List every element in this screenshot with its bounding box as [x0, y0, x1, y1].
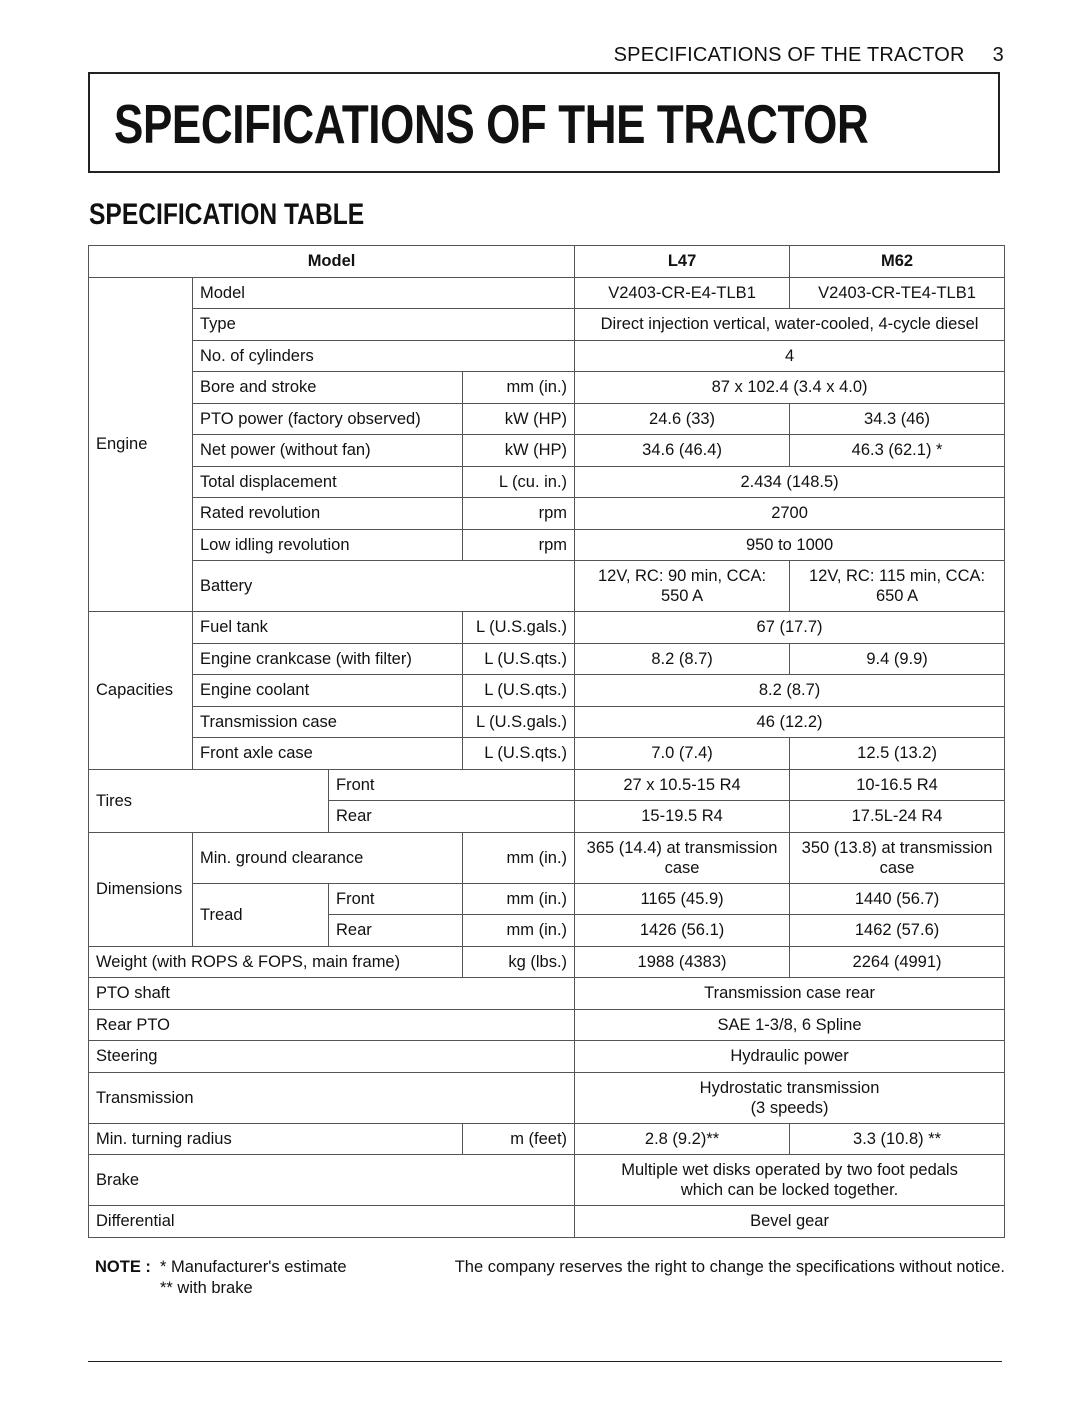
cell-l47: 1426 (56.1)	[575, 915, 790, 947]
note-line-2: ** with brake	[160, 1279, 253, 1297]
row-label: Brake	[89, 1155, 575, 1206]
group-dimensions: Dimensions	[89, 832, 193, 946]
cell-shared: 46 (12.2)	[575, 706, 1005, 738]
row-sublabel: Rear	[329, 915, 463, 947]
cell-m62: 12.5 (13.2)	[790, 738, 1005, 770]
cell-line: 12V, RC: 90 min, CCA:	[597, 567, 767, 585]
cell-shared: 87 x 102.4 (3.4 x 4.0)	[575, 372, 1005, 404]
table-row	[89, 738, 1005, 770]
cell-m62	[790, 832, 1005, 883]
cell-shared	[575, 1072, 1005, 1123]
cell-shared: Bevel gear	[575, 1206, 1005, 1238]
table-header-row	[89, 246, 1005, 278]
disclaimer: The company reserves the right to change the specifications without notice.	[454, 1258, 1005, 1276]
table-row	[89, 1155, 1005, 1206]
table-row	[89, 946, 1005, 978]
row-unit: m (feet)	[463, 1123, 575, 1155]
row-label: Min. ground clearance	[193, 832, 463, 883]
row-unit: L (U.S.gals.)	[463, 706, 575, 738]
cell-m62: V2403-CR-TE4-TLB1	[790, 277, 1005, 309]
cell-shared: 2700	[575, 498, 1005, 530]
table-row	[89, 309, 1005, 341]
row-label: Fuel tank	[193, 612, 463, 644]
group-tires: Tires	[89, 769, 329, 832]
cell-line: Multiple wet disks operated by two foot pedals	[621, 1161, 958, 1179]
table-row	[89, 529, 1005, 561]
table-row	[89, 403, 1005, 435]
row-label: Low idling revolution	[193, 529, 463, 561]
table-row	[89, 340, 1005, 372]
cell-l47: 1988 (4383)	[575, 946, 790, 978]
cell-shared	[575, 1155, 1005, 1206]
row-label: Front	[329, 769, 575, 801]
cell-shared: 8.2 (8.7)	[575, 675, 1005, 707]
table-row	[89, 372, 1005, 404]
cell-line: 650 A	[875, 587, 919, 605]
row-label: Transmission	[89, 1072, 575, 1123]
cell-m62: 2264 (4991)	[790, 946, 1005, 978]
cell-l47	[575, 832, 790, 883]
cell-l47: V2403-CR-E4-TLB1	[575, 277, 790, 309]
row-label: Steering	[89, 1041, 575, 1073]
table-row	[89, 1123, 1005, 1155]
cell-shared: 2.434 (148.5)	[575, 466, 1005, 498]
title-box	[88, 72, 1000, 173]
running-title: SPECIFICATIONS OF THE TRACTOR	[613, 43, 965, 66]
row-label: Type	[193, 309, 575, 341]
row-label-tread: Tread	[193, 883, 329, 946]
cell-shared: SAE 1-3/8, 6 Spline	[575, 1009, 1005, 1041]
row-label: Net power (without fan)	[193, 435, 463, 467]
row-label: Transmission case	[193, 706, 463, 738]
table-row	[89, 978, 1005, 1010]
row-label: Rear	[329, 801, 575, 833]
page-number: 3	[992, 43, 1004, 66]
row-unit: kW (HP)	[463, 435, 575, 467]
row-unit: L (cu. in.)	[463, 466, 575, 498]
cell-m62	[790, 561, 1005, 612]
table-row	[89, 277, 1005, 309]
running-header	[600, 42, 1004, 68]
cell-m62: 10-16.5 R4	[790, 769, 1005, 801]
row-unit: L (U.S.qts.)	[463, 738, 575, 770]
cell-shared: 4	[575, 340, 1005, 372]
section-title: SPECIFICATION TABLE	[89, 198, 365, 231]
cell-shared: Hydraulic power	[575, 1041, 1005, 1073]
cell-l47: 1165 (45.9)	[575, 883, 790, 915]
table-row	[89, 561, 1005, 612]
table-row	[89, 643, 1005, 675]
row-unit: L (U.S.qts.)	[463, 643, 575, 675]
cell-l47: 34.6 (46.4)	[575, 435, 790, 467]
table-row	[89, 1041, 1005, 1073]
row-label: Rated revolution	[193, 498, 463, 530]
header-model: Model	[89, 246, 575, 278]
cell-l47: 27 x 10.5-15 R4	[575, 769, 790, 801]
row-label: Engine crankcase (with filter)	[193, 643, 463, 675]
row-label: Weight (with ROPS & FOPS, main frame)	[89, 946, 463, 978]
row-unit: rpm	[463, 529, 575, 561]
cell-m62: 46.3 (62.1) *	[790, 435, 1005, 467]
cell-line: (3 speeds)	[750, 1098, 829, 1117]
cell-l47: 2.8 (9.2)**	[575, 1123, 790, 1155]
cell-m62: 1462 (57.6)	[790, 915, 1005, 947]
group-engine: Engine	[89, 277, 193, 612]
table-row	[89, 706, 1005, 738]
row-label: Bore and stroke	[193, 372, 463, 404]
cell-m62: 3.3 (10.8) **	[790, 1123, 1005, 1155]
cell-line: which can be locked together.	[680, 1181, 899, 1199]
row-label: Engine coolant	[193, 675, 463, 707]
cell-line: Hydrostatic transmission	[699, 1078, 880, 1097]
row-label: PTO shaft	[89, 978, 575, 1010]
note-line-1: * Manufacturer's estimate	[160, 1258, 347, 1276]
group-capacities: Capacities	[89, 612, 193, 770]
row-label: Battery	[193, 561, 575, 612]
page-title: SPECIFICATIONS OF THE TRACTOR	[114, 93, 869, 155]
row-label: Total displacement	[193, 466, 463, 498]
row-sublabel: Front	[329, 883, 463, 915]
table-row	[89, 435, 1005, 467]
row-unit: rpm	[463, 498, 575, 530]
cell-line: 365 (14.4) at transmission	[586, 838, 778, 857]
cell-line: case	[879, 858, 915, 877]
table-row	[89, 832, 1005, 883]
cell-shared: 950 to 1000	[575, 529, 1005, 561]
row-label: Differential	[89, 1206, 575, 1238]
cell-l47: 8.2 (8.7)	[575, 643, 790, 675]
cell-shared: Transmission case rear	[575, 978, 1005, 1010]
row-label: Front axle case	[193, 738, 463, 770]
cell-l47: 24.6 (33)	[575, 403, 790, 435]
cell-l47: 7.0 (7.4)	[575, 738, 790, 770]
table-row	[89, 769, 1005, 801]
row-unit: mm (in.)	[463, 832, 575, 883]
row-label: Rear PTO	[89, 1009, 575, 1041]
table-row	[89, 1206, 1005, 1238]
row-label: Model	[193, 277, 575, 309]
note-label: NOTE :	[95, 1258, 151, 1276]
cell-line: 550 A	[660, 587, 704, 605]
cell-m62: 34.3 (46)	[790, 403, 1005, 435]
header-l47: L47	[575, 246, 790, 278]
table-row	[89, 498, 1005, 530]
cell-m62: 9.4 (9.9)	[790, 643, 1005, 675]
specification-table	[88, 245, 1005, 1238]
table-row	[89, 612, 1005, 644]
row-unit: kg (lbs.)	[463, 946, 575, 978]
cell-shared: Direct injection vertical, water-cooled, 4-cycle diesel	[575, 309, 1005, 341]
table-row	[89, 1072, 1005, 1123]
cell-m62: 17.5L-24 R4	[790, 801, 1005, 833]
row-label: Min. turning radius	[89, 1123, 463, 1155]
row-unit: mm (in.)	[463, 883, 575, 915]
cell-l47: 15-19.5 R4	[575, 801, 790, 833]
row-unit: mm (in.)	[463, 372, 575, 404]
table-row	[89, 1009, 1005, 1041]
row-unit: L (U.S.gals.)	[463, 612, 575, 644]
cell-shared: 67 (17.7)	[575, 612, 1005, 644]
row-unit: L (U.S.qts.)	[463, 675, 575, 707]
footer-rule	[88, 1361, 1002, 1362]
table-row	[89, 883, 1005, 915]
cell-l47	[575, 561, 790, 612]
cell-m62: 1440 (56.7)	[790, 883, 1005, 915]
row-unit: kW (HP)	[463, 403, 575, 435]
table-row	[89, 466, 1005, 498]
cell-line: case	[664, 858, 700, 877]
cell-line: 12V, RC: 115 min, CCA:	[809, 567, 986, 585]
row-label: No. of cylinders	[193, 340, 575, 372]
table-row	[89, 675, 1005, 707]
row-label: PTO power (factory observed)	[193, 403, 463, 435]
row-unit: mm (in.)	[463, 915, 575, 947]
header-m62: M62	[790, 246, 1005, 278]
cell-line: 350 (13.8) at transmission	[801, 838, 993, 857]
